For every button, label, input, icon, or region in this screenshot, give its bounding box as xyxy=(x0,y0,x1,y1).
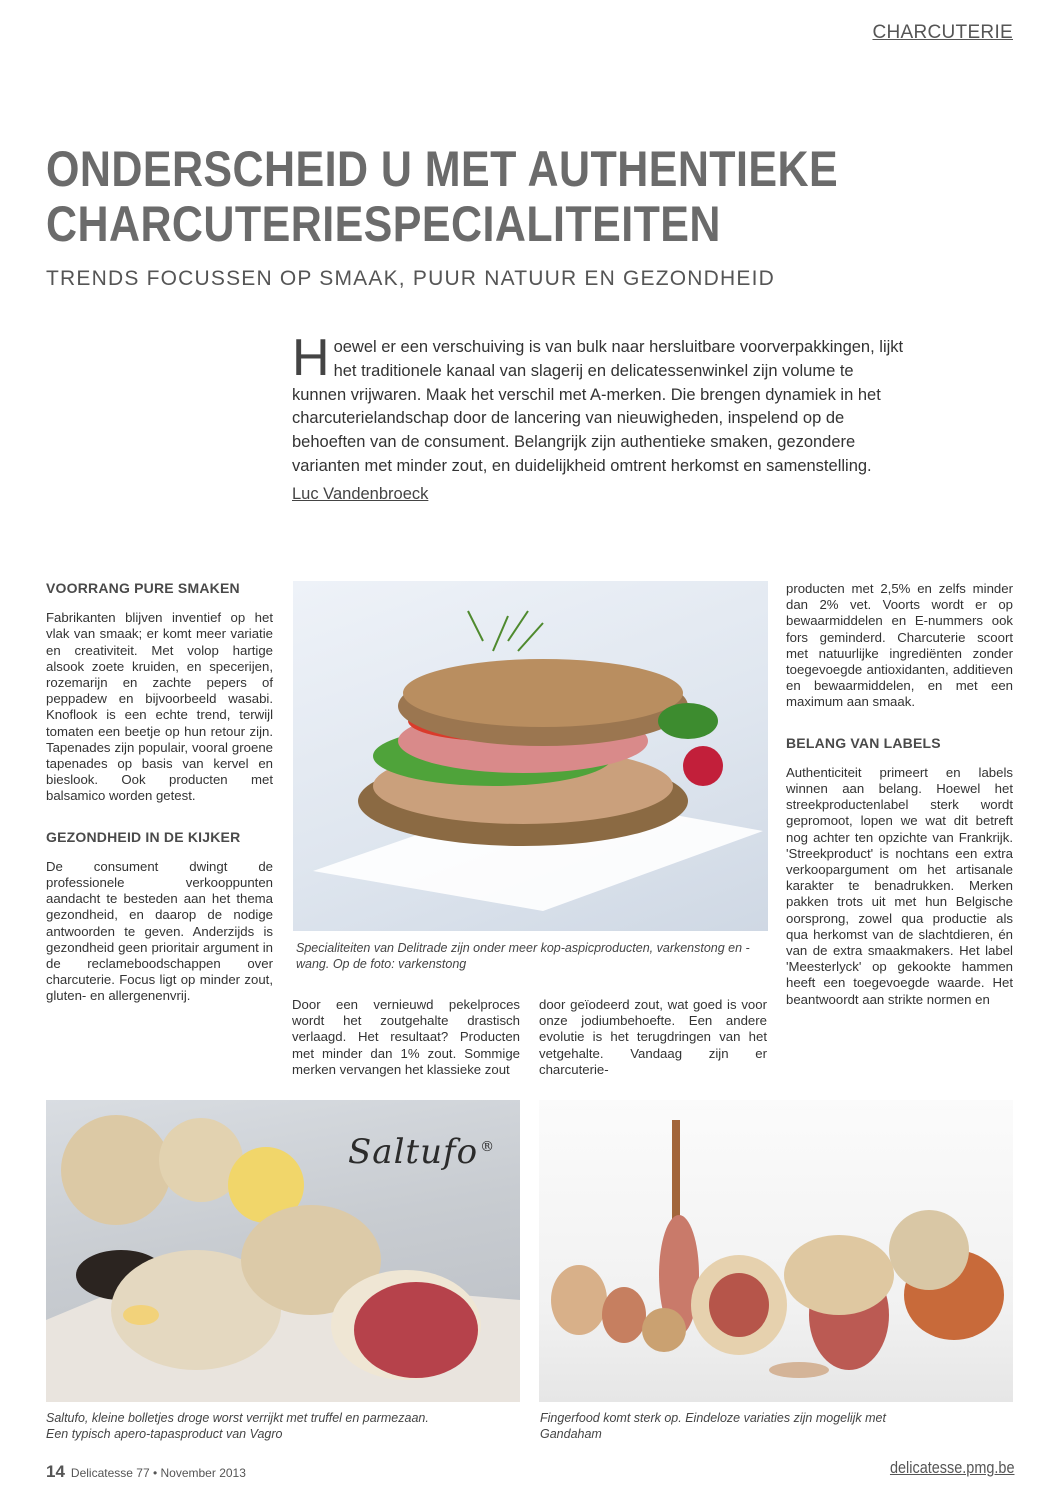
column-right xyxy=(786,581,1013,1032)
headline-line-2: CHARCUTERIESPECIALITEITEN xyxy=(46,196,721,252)
headline-line-1: ONDERSCHEID U MET AUTHENTIEKE xyxy=(46,141,839,197)
fingerfood-caption-line-1: Fingerfood komt sterk op. Eindeloze variaties zijn mogelijk met xyxy=(540,1411,886,1425)
saltufo-caption-line-2: Een typisch apero-tapasproduct van Vagro xyxy=(46,1427,283,1441)
paragraph-voorrang: Fabrikanten blijven inventief op het vlak van smaak; er komt meer variatie en creativiteit. Met volop hartige alsook zoete kruiden, en specerijen, rozemarijn en zachte pepers of peppadew en bijvoorbeeld wasabi. Knoflook is een echte trend, terwijl tomaten een beetje op hun retour zijn. Tapenades zijn populair, vooral groene tapenades op basis van kervel en bieslook. Ook producten met balsamico worden getest. xyxy=(46,610,273,804)
author-byline[interactable]: Luc Vandenbroeck xyxy=(292,485,429,503)
fingerfood-caption-line-2: Gandaham xyxy=(540,1427,602,1441)
issue-label: Delicatesse 77 • November 2013 xyxy=(70,1466,246,1480)
subheadline: TRENDS FOCUSSEN OP SMAAK, PUUR NATUUR EN GEZONDHEID xyxy=(46,267,775,290)
section-tag[interactable]: CHARCUTERIE xyxy=(872,22,1013,43)
paragraph-gezondheid: De consument dwingt de professionele verkooppunten aandacht te besteden aan het thema gezondheid, en daarop de nodige antwoorden te geven. Anderzijds is gezondheid geen prioritair argument in de reclameboodschappen over charcuterie. Focus ligt op minder zout, gluten- en allergenenvrij. xyxy=(46,858,273,1004)
column-middle-a: Door een vernieuwd pekelproces wordt het zoutgehalte drastisch verlaagd. Het resultaat? Producten met minder dan 1% zout. Sommige merken vervangen het klassieke zout xyxy=(292,997,520,1077)
registered-mark: ® xyxy=(480,1138,496,1155)
paragraph-vet: producten met 2,5% en zelfs minder dan 2% vet. Voorts wordt er op bewaarmiddelen en E-nummers ook fors geminderd. Charcuterie scoort met natuurlijke ingrediënten zonder toegevoegde antioxidanten, additieven en bewaarmiddelen, en met een maximum aan smaak. xyxy=(786,581,1013,710)
sandwich-photo xyxy=(293,581,768,931)
fingerfood-illustration xyxy=(539,1100,1013,1402)
headline xyxy=(46,142,872,252)
sandwich-caption: Specialiteiten van Delitrade zijn onder meer kop-aspicproducten, varkenstong en -wang. Op de foto: varkenstong xyxy=(296,941,750,971)
page-number: 14 xyxy=(46,1462,65,1481)
column-left xyxy=(46,580,273,1029)
heading-labels: BELANG VAN LABELS xyxy=(786,734,941,751)
saltufo-logo-text: Saltufo xyxy=(348,1132,479,1172)
fingerfood-photo xyxy=(539,1100,1013,1402)
saltufo-caption-line-1: Saltufo, kleine bolletjes droge worst verrijkt met truffel en parmezaan. xyxy=(46,1411,429,1425)
column-middle-b: door geïodeerd zout, wat goed is voor onze jodiumbehoefte. Een andere evolutie is het terugdringen van het vetgehalte. Vandaag zijn er charcuterie- xyxy=(539,997,767,1077)
heading-voorrang: VOORRANG PURE SMAKEN xyxy=(46,580,240,596)
saltufo-logo xyxy=(348,1132,495,1172)
fingerfood-caption xyxy=(540,1410,1014,1442)
intro-text: oewel er een verschuiving is van bulk naar hersluitbare voorverpakkingen, lijkt het traditionele kanaal van slagerij en delicatessenwinkel zijn volume te kunnen vrijwaren. Maak het verschil met A-merken. Die brengen dynamiek in het charcuterielandschap door de lancering van nieuwigheden, inspelend op de behoeften van de consument. Belangrijk zijn authentieke smaken, gezondere varianten met minder zout, en duidelijkheid omtrent herkomst en samenstelling. xyxy=(292,338,904,475)
heading-gezondheid: GEZONDHEID IN DE KIJKER xyxy=(46,828,241,845)
drop-cap: H xyxy=(292,329,330,387)
sandwich-illustration xyxy=(293,581,768,931)
intro-paragraph xyxy=(292,329,912,479)
footer-issue-info xyxy=(46,1462,246,1482)
website-link[interactable]: delicatesse.pmg.be xyxy=(889,1458,1014,1477)
paragraph-labels: Authenticiteit primeert en labels winnen aan belang. Hoewel het streekproductenlabel sterk wordt gepromoot, lopen we wat dit betreft nog achter ten opzichte van Frankrijk. 'Streekproduct' is nochtans een extra verkoopargument om het artisanale karakter te benadrukken. Merken pakken trots uit met hun Belgische oorsprong, zowel qua productie als qua herkomst van de slachtdieren, én van de extra smaakmakers. Het label 'Meesterlyck' op gekookte hammen heeft een toegevoegde waarde. Het beantwoordt aan strikte normen en xyxy=(786,764,1013,1007)
saltufo-caption xyxy=(46,1410,520,1442)
